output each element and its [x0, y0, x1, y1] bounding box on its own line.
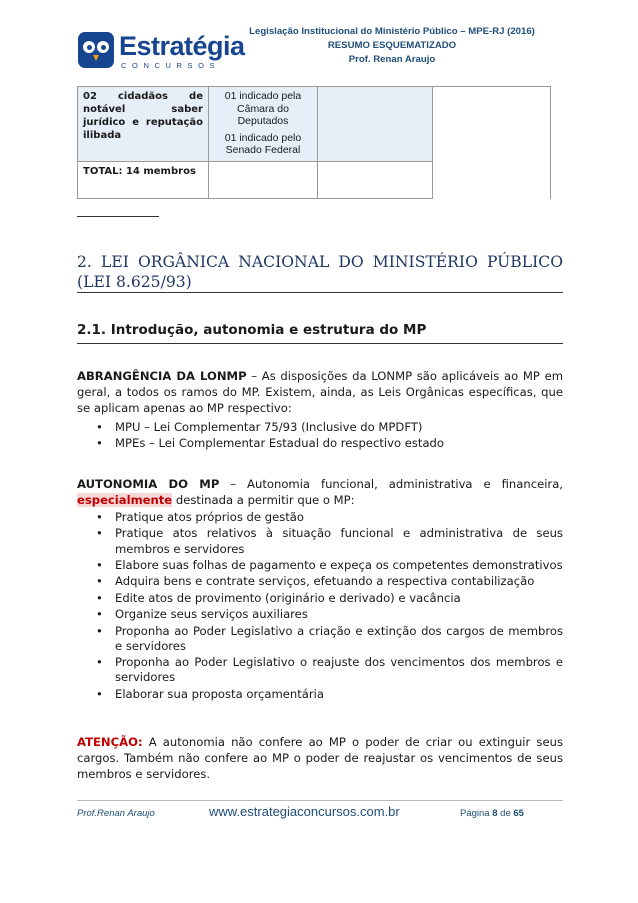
list-item: • Elabore suas folhas de pagamento e expeça os competentes demonstrativos [93, 558, 563, 573]
footer-author: Prof.Renan Araujo [77, 808, 155, 819]
abrangencia-paragraph [77, 368, 563, 416]
page-mid: de [497, 808, 514, 819]
list-item: • Proponha ao Poder Legislativo a criação e extinção dos cargos de membros e servidores [93, 624, 563, 654]
header-summary-label: RESUMO ESQUEMATIZADO [327, 40, 457, 51]
header-course-title: Legislação Institucional do Ministério Público – MPE-RJ (2016) [249, 26, 535, 37]
table-cell-empty [433, 162, 551, 199]
logo-wordmark: Estratégia [119, 31, 245, 61]
composition-table [77, 86, 551, 199]
logo-subtitle: CONCURSOS [121, 61, 221, 70]
table-cell-empty [209, 162, 318, 199]
table-cell-total: TOTAL: 14 membros [78, 162, 209, 199]
table-row [78, 162, 551, 199]
document-header [238, 25, 546, 67]
subsection-title: 2.1. Introdução, autonomia e estrutura do MP [77, 322, 427, 338]
autonomia-text: – Autonomia funcional, administrativa e financeira, [219, 477, 563, 491]
list-item: • Pratique atos relativos à situação funcional e administrativa de seus membros e servidores [93, 526, 563, 556]
header-author: Prof. Renan Araujo [348, 54, 436, 65]
footer-rule [77, 800, 563, 801]
list-item: • Pratique atos próprios de gestão [93, 510, 563, 525]
section-title-rule [77, 292, 563, 293]
indication-camara: 01 indicado pela Câmara do Deputados [224, 90, 302, 127]
list-item: • Adquira bens e contrate serviços, efetuando a respectiva contabilização [93, 574, 563, 589]
page-current: 8 [492, 808, 498, 819]
estrategia-logo [78, 30, 245, 76]
table-cell-indications [209, 87, 318, 162]
page-total: 65 [513, 808, 524, 819]
table-cell-empty [318, 162, 433, 199]
table-row [78, 87, 551, 162]
abrangencia-text: – As disposições da LONMP são aplicáveis ao MP em geral, a todos os ramos do MP. Existem, ainda, as Leis Orgânicas específicas, que se aplicam apenas ao MP respectivo: [77, 369, 563, 415]
footer-page-number [460, 808, 524, 819]
atencao-paragraph [77, 734, 563, 782]
table-cell-label: 02 cidadãos de notável saber jurídico e reputação ilibada [78, 87, 209, 162]
table-cell-empty [318, 87, 433, 162]
list-item: • Organize seus serviços auxiliares [93, 607, 563, 622]
autonomia-paragraph [77, 476, 563, 508]
autonomia-text-end: destinada a permitir que o MP: [172, 493, 355, 507]
indication-senado: 01 indicado pelo Senado Federal [224, 131, 302, 156]
section-title: 2. LEI ORGÂNICA NACIONAL DO MINISTÉRIO PÚBLICO (LEI 8.625/93) [77, 253, 563, 291]
list-item: • Edite atos de provimento (originário e derivado) e vacância [93, 591, 563, 606]
owl-logo-icon [78, 32, 114, 68]
page-prefix: Página [460, 808, 493, 819]
autonomia-label: AUTONOMIA DO MP [77, 477, 220, 491]
footer-website-link[interactable]: www.estrategiaconcursos.com.br [209, 804, 400, 819]
abrangencia-list [93, 420, 563, 453]
list-item: • MPU – Lei Complementar 75/93 (Inclusive do MPDFT) [93, 420, 563, 435]
table-cell-empty [433, 87, 551, 162]
especialmente-highlight: especialmente [77, 493, 173, 507]
abrangencia-label: ABRANGÊNCIA DA LONMP [77, 369, 247, 383]
atencao-text: A autonomia não confere ao MP o poder de criar ou extinguir seus cargos. Também não confere ao MP o poder de reajustar os vencimentos de seus membros e servidores. [77, 735, 563, 781]
list-item: • Elaborar sua proposta orçamentária [93, 687, 563, 702]
list-item: • Proponha ao Poder Legislativo o reajuste dos vencimentos dos membros e servidores [93, 655, 563, 685]
footnote-divider [77, 216, 159, 217]
list-item: • MPEs – Lei Complementar Estadual do respectivo estado [93, 436, 563, 451]
subsection-title-rule [77, 343, 563, 344]
atencao-label: ATENÇÃO: [77, 735, 143, 749]
autonomia-list [93, 510, 563, 703]
